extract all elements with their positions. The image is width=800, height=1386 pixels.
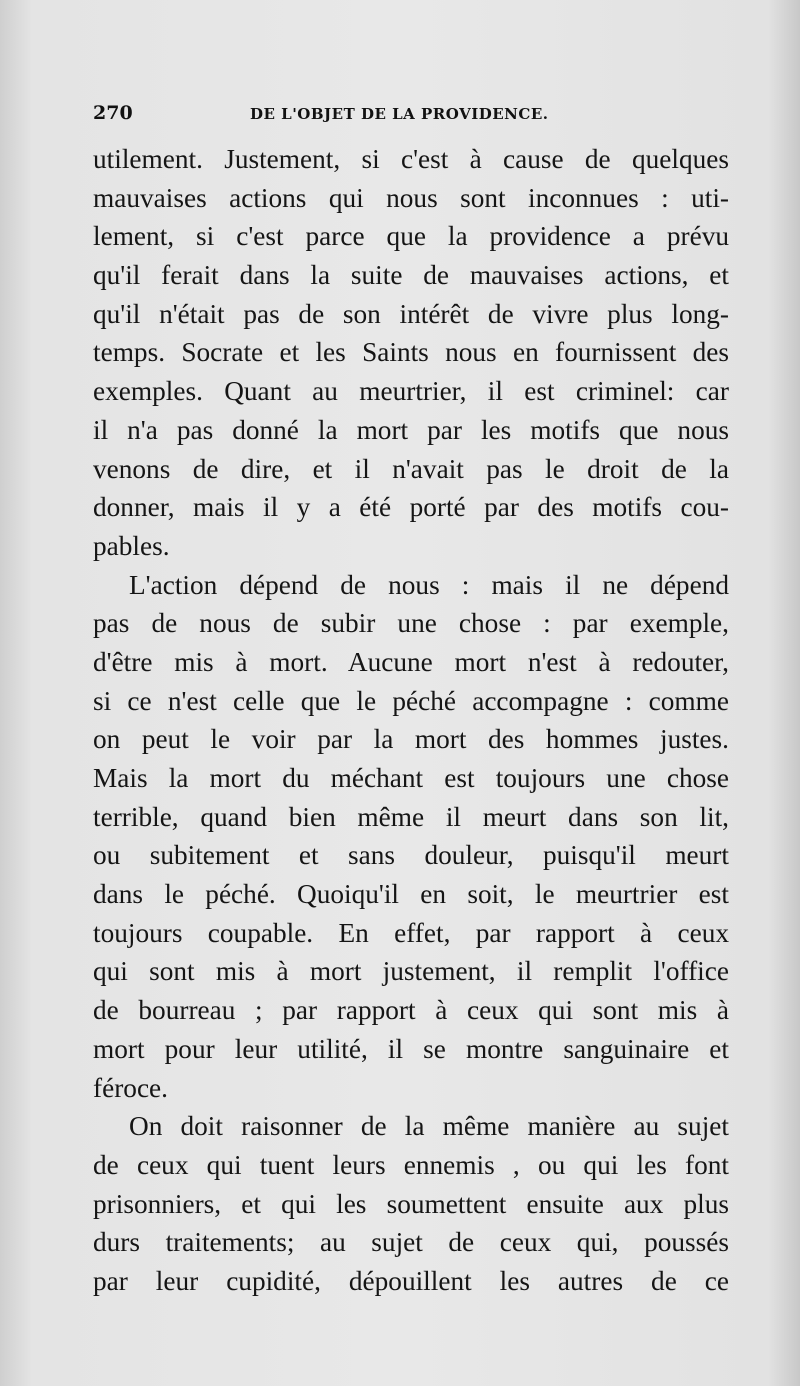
text-line: ou subitement et sans douleur, puisqu'il meurt [93,840,729,871]
text-line: féroce. [93,1072,168,1103]
text-line: pables. [93,530,170,561]
text-line: qu'il ferait dans la suite de mauvaises actions, et [93,260,729,291]
text-line: utilement. Justement, si c'est à cause de quelques [93,144,729,174]
running-title: DE L'OBJET DE LA PROVIDENCE. [250,105,549,123]
text-line: mort pour leur utilité, il se montre sanguinaire et [93,1033,729,1064]
body-text [93,140,729,1301]
text-line: exemples. Quant au meurtrier, il est criminel: car [93,376,729,407]
text-line: pas de nous de subir une chose : par exemple, [93,608,729,639]
text-line: terrible, quand bien même il meurt dans son lit, [93,801,729,832]
text-line: venons de dire, et il n'avait pas le droit de la [93,453,729,484]
page-number: 270 [93,102,133,124]
text-line: d'être mis à mort. Aucune mort n'est à redouter, [93,646,729,677]
text-line: qu'il n'était pas de son intérêt de vivre plus long- [93,298,729,329]
text-line: on peut le voir par la mort des hommes justes. [93,724,729,755]
text-line: durs traitements; au sujet de ceux qui, poussés [93,1227,729,1258]
text-line: Mais la mort du méchant est toujours une chose [93,763,729,793]
text-line: toujours coupable. En effet, par rapport à ceux [93,917,729,948]
text-line: On doit raisonner de la même manière au sujet [129,1111,729,1142]
text-line: temps. Socrate et les Saints nous en fournissent des [93,337,729,368]
text-line: qui sont mis à mort justement, il remplit l'office [93,956,729,987]
text-line: lement, si c'est parce que la providence a prévu [93,221,729,252]
text-line: dans le péché. Quoiqu'il en soit, le meurtrier est [93,879,729,910]
text-line: prisonniers, et qui les soumettent ensuite aux plus [93,1188,729,1219]
text-line: mauvaises actions qui nous sont inconnues : uti- [93,182,729,213]
text-line: par leur cupidité, dépouillent les autres de ce [93,1265,729,1296]
text-line: il n'a pas donné la mort par les motifs que nous [93,414,729,445]
text-line: L'action dépend de nous : mais il ne dépend [129,569,729,600]
text-line: donner, mais il y a été porté par des motifs cou- [93,492,729,523]
text-line: de bourreau ; par rapport à ceux qui sont mis à [93,995,729,1026]
text-line: si ce n'est celle que le péché accompagne : comme [93,685,729,716]
text-line: de ceux qui tuent leurs ennemis , ou qui les font [93,1149,729,1180]
page-header [93,102,733,132]
